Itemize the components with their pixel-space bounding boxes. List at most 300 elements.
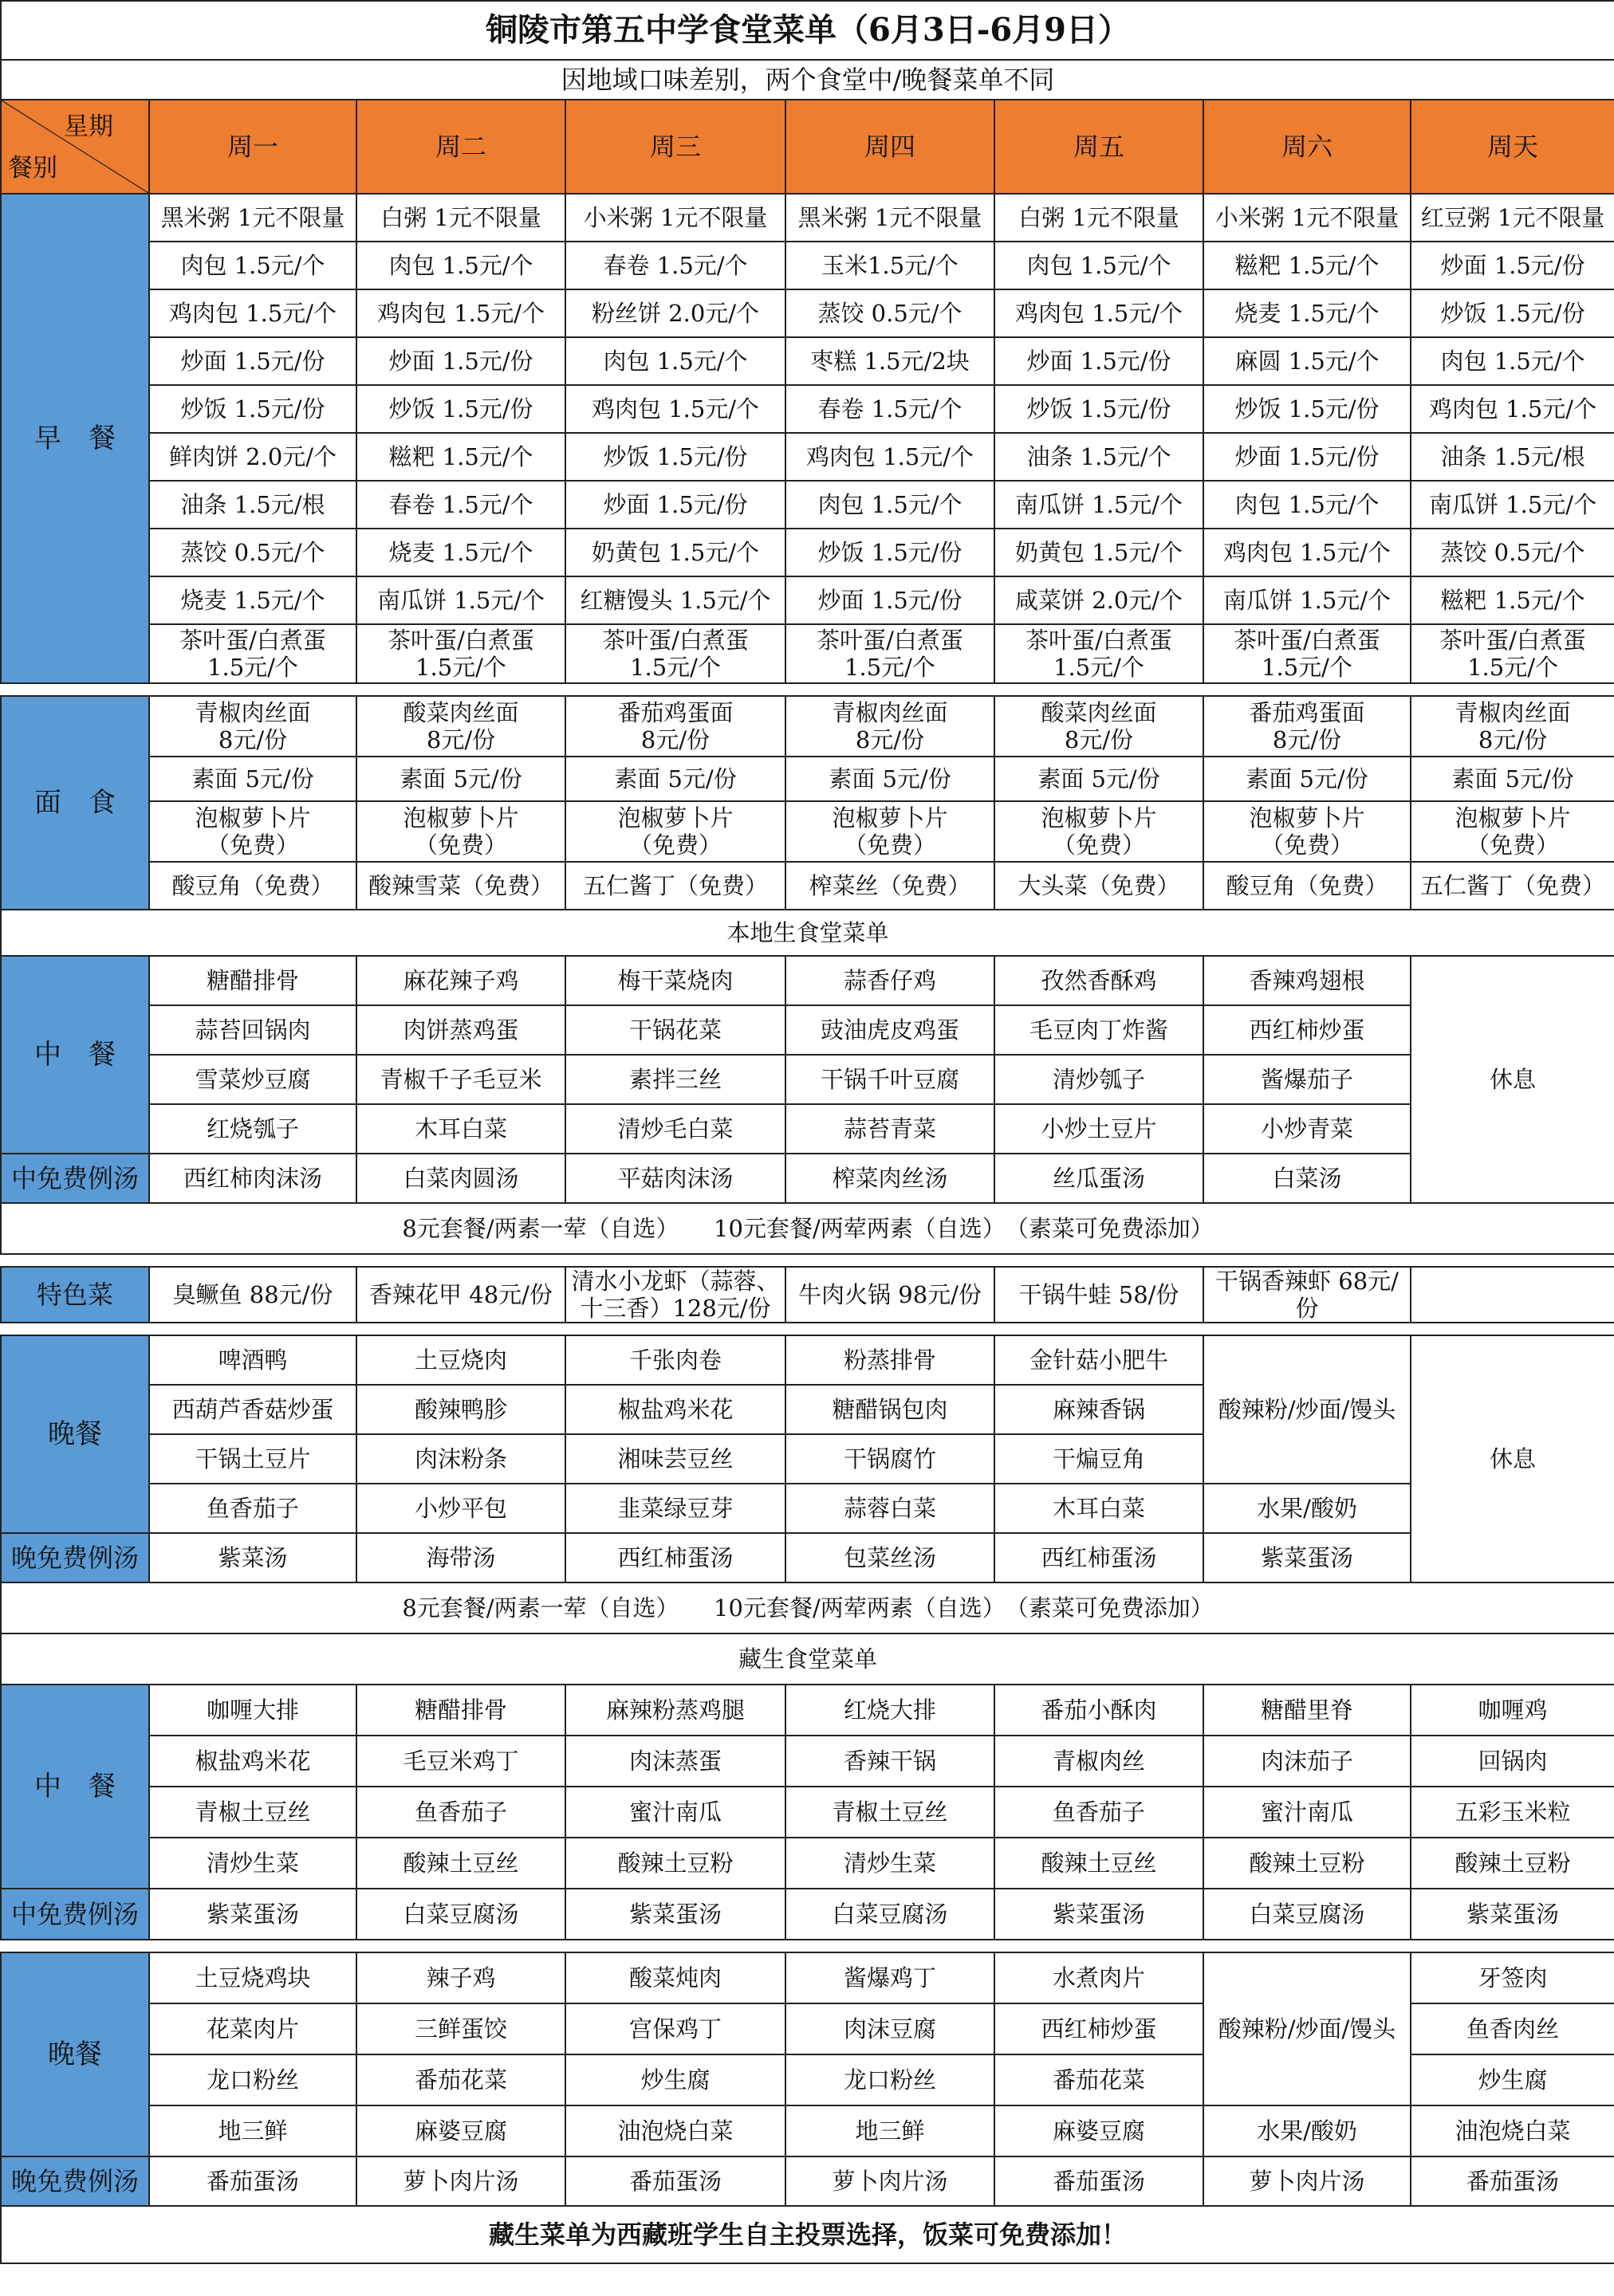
menu-cell: 肉饼蒸鸡蛋 (356, 1005, 565, 1055)
menu-cell: 小米粥 1元不限量 (565, 194, 785, 242)
menu-cell: 炒生腐 (565, 2054, 785, 2105)
menu-cell: 牙签肉 (1411, 1952, 1614, 2003)
day-header: 周六 (1203, 100, 1411, 194)
menu-cell (1411, 696, 1614, 757)
menu-cell (1411, 862, 1614, 910)
menu-cell: 麻辣粉蒸鸡腿 (565, 1685, 785, 1736)
menu-cell: 水煮肉片 (994, 1952, 1203, 2003)
menu-cell: 酸辣粉/炒面/馒头 (1203, 1335, 1411, 1484)
tibet-lunch-row (1, 1838, 1614, 1889)
menu-cell (1203, 1267, 1411, 1323)
cell-text: 酸辣雪菜（免费） (368, 872, 553, 899)
breakfast-row (1, 289, 1614, 337)
cell-text: 素面 5元/份 (1246, 765, 1368, 792)
menu-cell: 平菇肉沫汤 (565, 1154, 785, 1203)
cell-text: （免费） (414, 832, 507, 859)
menu-cell: 蒸饺 0.5元/个 (149, 529, 356, 576)
menu-cell: 南瓜饼 1.5元/个 (356, 576, 565, 624)
menu-cell: 鱼香茄子 (356, 1787, 565, 1838)
menu-cell: 紫菜蛋汤 (1203, 1533, 1411, 1582)
gap-cell (1, 1940, 1614, 1952)
menu-cell (1203, 696, 1411, 757)
gap-cell (1, 1254, 1614, 1267)
menu-cell: 肉沫茄子 (1203, 1736, 1411, 1787)
menu-cell: 西红柿炒蛋 (1203, 1005, 1411, 1055)
menu-cell: 清炒毛白菜 (565, 1104, 785, 1154)
menu-cell: 白菜汤 (1203, 1154, 1411, 1203)
meal-label-dinner: 晚餐 (1, 1952, 149, 2156)
menu-cell: 鸡肉包 1.5元/个 (149, 289, 356, 337)
menu-cell (356, 1267, 565, 1323)
cell-text: 8元/份 (640, 726, 711, 753)
cell-text: 番茄鸡蛋面 (1249, 699, 1365, 726)
rest-cell: 休息 (1411, 956, 1614, 1203)
menu-cell: 糖醋锅包肉 (785, 1385, 994, 1434)
menu-cell (1411, 1267, 1614, 1323)
menu-cell: 南瓜饼 1.5元/个 (1203, 576, 1411, 624)
cell-text: 泡椒萝卜片 (617, 804, 734, 832)
menu-cell: 麻花辣子鸡 (356, 956, 565, 1005)
meal-label-dinner-soup: 晚免费例汤 (1, 1533, 149, 1582)
menu-cell: 肉包 1.5元/个 (565, 337, 785, 385)
breakfast-row (1, 385, 1614, 433)
breakfast-row (1, 194, 1614, 242)
menu-cell: 紫菜蛋汤 (1411, 1889, 1614, 1940)
cell-text: 番茄鸡蛋面 (617, 699, 734, 726)
menu-cell: 枣糕 1.5元/2块 (785, 337, 994, 385)
meal-label-breakfast: 早 餐 (1, 194, 149, 683)
local-lunch-row (1, 1055, 1614, 1104)
menu-cell: 南瓜饼 1.5元/个 (1411, 481, 1614, 529)
meal-label-dinner-soup: 晚免费例汤 (1, 2156, 149, 2206)
noodle-row (1, 696, 1614, 757)
tibet-dinner-soup-row (1, 2156, 1614, 2206)
menu-cell (149, 801, 356, 862)
menu-cell: 酸辣粉/炒面/馒头 (1203, 1952, 1411, 2105)
menu-cell (149, 696, 356, 757)
tibet-dinner-row (1, 1952, 1614, 2003)
menu-cell: 青椒土豆丝 (149, 1787, 356, 1838)
menu-cell: 肉包 1.5元/个 (1411, 337, 1614, 385)
page-title: 铜陵市第五中学食堂菜单（6月3日-6月9日） (1, 1, 1614, 60)
day-header: 周天 (1411, 100, 1614, 194)
menu-cell (1203, 624, 1411, 683)
menu-cell: 紫菜蛋汤 (565, 1889, 785, 1940)
local-lunch-row (1, 1104, 1614, 1154)
menu-cell: 蒸饺 0.5元/个 (1411, 529, 1614, 576)
menu-cell: 炒饭 1.5元/份 (356, 385, 565, 433)
cell-text: 青椒肉丝面 (832, 699, 948, 726)
menu-cell: 毛豆肉丁炸酱 (994, 1005, 1203, 1055)
menu-cell: 油条 1.5元/根 (1411, 433, 1614, 481)
menu-cell: 春卷 1.5元/个 (356, 481, 565, 529)
menu-cell: 红烧大排 (785, 1685, 994, 1736)
cell-text: 素面 5元/份 (614, 765, 737, 792)
menu-cell: 青椒千子毛豆米 (356, 1055, 565, 1104)
menu-cell: 木耳白菜 (356, 1104, 565, 1154)
menu-cell: 清炒生菜 (149, 1838, 356, 1889)
menu-cell (994, 624, 1203, 683)
menu-cell: 椒盐鸡米花 (565, 1385, 785, 1434)
cell-text: 8元/份 (1064, 726, 1134, 753)
section-title-tibet: 藏生食堂菜单 (1, 1634, 1614, 1685)
corner-week-label: 星期 (64, 112, 113, 141)
menu-cell (1203, 801, 1411, 862)
breakfast-row (1, 337, 1614, 385)
cell-text: 酸豆角（免费） (171, 872, 334, 899)
menu-cell: 白粥 1元不限量 (356, 194, 565, 242)
cell-text: 素面 5元/份 (1451, 765, 1574, 792)
menu-cell (785, 696, 994, 757)
menu-cell: 白菜豆腐汤 (356, 1889, 565, 1940)
local-dinner-soup-row (1, 1533, 1614, 1582)
cell-text: 素面 5元/份 (1037, 765, 1160, 792)
menu-cell (1203, 862, 1411, 910)
menu-cell: 番茄蛋汤 (994, 2156, 1203, 2206)
menu-cell: 榨菜肉丝汤 (785, 1154, 994, 1203)
cell-text: 青椒肉丝面 (1455, 699, 1571, 726)
tibet-lunch-soup-row (1, 1889, 1614, 1940)
breakfast-egg-row (1, 624, 1614, 683)
tibet-dinner-row (1, 2105, 1614, 2156)
gap-row (1, 683, 1614, 696)
menu-cell (149, 757, 356, 801)
cell-text: 泡椒萝卜片 (1041, 804, 1157, 832)
menu-cell (785, 624, 994, 683)
cell-text: （免费） (843, 832, 936, 859)
noodle-row (1, 801, 1614, 862)
breakfast-row (1, 529, 1614, 576)
menu-cell: 素拌三丝 (565, 1055, 785, 1104)
menu-cell: 龙口粉丝 (785, 2054, 994, 2105)
local-dinner-row (1, 1335, 1614, 1385)
meal-label-lunch: 中 餐 (1, 1685, 149, 1889)
cell-text: 干锅牛蛙 58/份 (1018, 1281, 1179, 1308)
cell-text: 1.5元/个 (415, 654, 506, 681)
menu-cell: 奶黄包 1.5元/个 (994, 529, 1203, 576)
menu-cell: 黑米粥 1元不限量 (785, 194, 994, 242)
menu-cell (785, 801, 994, 862)
menu-cell: 地三鲜 (149, 2105, 356, 2156)
gap-cell (1, 683, 1614, 696)
set-meal-note: 8元套餐/两素一荤（自选） 10元套餐/两荤两素（自选） （素菜可免费添加） (1, 1582, 1614, 1634)
menu-cell: 南瓜饼 1.5元/个 (994, 481, 1203, 529)
menu-cell: 小炒平包 (356, 1484, 565, 1533)
cell-text: 茶叶蛋/白煮蛋 (388, 627, 534, 654)
menu-cell: 油条 1.5元/根 (149, 481, 356, 529)
day-header: 周四 (785, 100, 994, 194)
menu-cell: 炒饭 1.5元/份 (149, 385, 356, 433)
menu-cell: 炒饭 1.5元/份 (994, 385, 1203, 433)
cell-text: 干锅香辣虾 68元/ (1215, 1268, 1399, 1295)
section-row (1, 910, 1614, 956)
menu-cell: 番茄蛋汤 (565, 2156, 785, 2206)
menu-cell: 水果/酸奶 (1203, 1484, 1411, 1533)
cell-text: 泡椒萝卜片 (195, 804, 311, 832)
menu-cell: 蜜汁南瓜 (565, 1787, 785, 1838)
local-lunch-row (1, 1005, 1614, 1055)
menu-cell: 烧麦 1.5元/个 (149, 576, 356, 624)
menu-cell (356, 696, 565, 757)
breakfast-row (1, 481, 1614, 529)
cell-text: 榨菜丝（免费） (809, 872, 971, 899)
menu-cell: 花菜肉片 (149, 2003, 356, 2054)
menu-cell: 鸡肉包 1.5元/个 (1411, 385, 1614, 433)
local-dinner-row (1, 1484, 1614, 1533)
cell-text: 茶叶蛋/白煮蛋 (602, 627, 749, 654)
menu-cell: 油条 1.5元/个 (994, 433, 1203, 481)
note-row (1, 1203, 1614, 1254)
cell-text: 香辣花甲 48元/份 (369, 1281, 553, 1308)
menu-cell: 海带汤 (356, 1533, 565, 1582)
cell-text: 8元/份 (218, 726, 288, 753)
menu-cell: 麻婆豆腐 (994, 2105, 1203, 2156)
menu-cell: 鸡肉包 1.5元/个 (785, 433, 994, 481)
menu-cell: 肉包 1.5元/个 (994, 242, 1203, 289)
menu-cell (356, 801, 565, 862)
menu-cell: 黑米粥 1元不限量 (149, 194, 356, 242)
menu-cell (565, 757, 785, 801)
menu-cell: 鱼香茄子 (149, 1484, 356, 1533)
menu-cell (785, 862, 994, 910)
menu-cell: 酸辣土豆丝 (994, 1838, 1203, 1889)
footer-note: 藏生菜单为西藏班学生自主投票选择，饭菜可免费添加！ (1, 2206, 1614, 2263)
menu-cell: 糍粑 1.5元/个 (1411, 576, 1614, 624)
cell-text: 酸菜肉丝面 (1041, 699, 1157, 726)
menu-cell: 炒面 1.5元/份 (565, 481, 785, 529)
menu-cell: 干锅花菜 (565, 1005, 785, 1055)
cell-text: 茶叶蛋/白煮蛋 (179, 627, 326, 654)
tibet-lunch-row (1, 1685, 1614, 1736)
menu-cell (149, 624, 356, 683)
cell-text: 素面 5元/份 (829, 765, 951, 792)
menu-cell: 丝瓜蛋汤 (994, 1154, 1203, 1203)
menu-cell: 玉米1.5元/个 (785, 242, 994, 289)
cell-text: 1.5元/个 (1053, 654, 1144, 681)
tibet-lunch-row (1, 1787, 1614, 1838)
noodle-row (1, 757, 1614, 801)
menu-cell (1411, 801, 1614, 862)
menu-cell (356, 862, 565, 910)
menu-cell: 炒面 1.5元/份 (1203, 433, 1411, 481)
meal-label-dinner: 晚餐 (1, 1335, 149, 1533)
breakfast-row (1, 576, 1614, 624)
meal-label-special: 特色菜 (1, 1267, 149, 1323)
cell-text: 酸豆角（免费） (1226, 872, 1388, 899)
menu-cell: 糖醋排骨 (149, 956, 356, 1005)
menu-cell: 酸辣土豆粉 (1411, 1838, 1614, 1889)
menu-cell: 油泡烧白菜 (1411, 2105, 1614, 2156)
menu-cell (565, 624, 785, 683)
menu-cell: 麻圆 1.5元/个 (1203, 337, 1411, 385)
menu-cell: 干煸豆角 (994, 1434, 1203, 1484)
cell-text: 泡椒萝卜片 (1249, 804, 1365, 832)
cell-text: 1.5元/个 (630, 654, 721, 681)
menu-cell: 红糖馒头 1.5元/个 (565, 576, 785, 624)
menu-cell: 小米粥 1元不限量 (1203, 194, 1411, 242)
cell-text: 8元/份 (426, 726, 496, 753)
menu-cell: 鸡肉包 1.5元/个 (1203, 529, 1411, 576)
menu-cell: 萝卜肉片汤 (1203, 2156, 1411, 2206)
menu-cell: 清炒生菜 (785, 1838, 994, 1889)
menu-cell: 白菜豆腐汤 (1203, 1889, 1411, 1940)
menu-cell: 番茄小酥肉 (994, 1685, 1203, 1736)
menu-cell (356, 624, 565, 683)
menu-cell: 酸辣土豆丝 (356, 1838, 565, 1889)
cell-text: 五仁酱丁（免费） (1420, 872, 1606, 899)
menu-cell: 炒面 1.5元/份 (994, 337, 1203, 385)
menu-cell: 炒饭 1.5元/份 (785, 529, 994, 576)
menu-cell: 酸辣鸭胗 (356, 1385, 565, 1434)
menu-cell: 清炒瓠子 (994, 1055, 1203, 1104)
menu-cell: 梅干菜烧肉 (565, 956, 785, 1005)
cell-text: 牛肉火锅 98元/份 (798, 1281, 982, 1308)
cell-text: 8元/份 (855, 726, 925, 753)
menu-cell: 麻辣香锅 (994, 1385, 1203, 1434)
cell-text: 茶叶蛋/白煮蛋 (1025, 627, 1172, 654)
menu-cell: 咖喱鸡 (1411, 1685, 1614, 1736)
menu-cell: 紫菜蛋汤 (994, 1889, 1203, 1940)
menu-cell: 炒面 1.5元/份 (149, 337, 356, 385)
menu-cell: 辣子鸡 (356, 1952, 565, 2003)
menu-cell: 西葫芦香菇炒蛋 (149, 1385, 356, 1434)
menu-cell: 番茄蛋汤 (149, 2156, 356, 2206)
menu-cell: 湘味芸豆丝 (565, 1434, 785, 1484)
menu-cell (994, 862, 1203, 910)
menu-cell: 粉丝饼 2.0元/个 (565, 289, 785, 337)
page-subtitle: 因地域口味差别，两个食堂中/晚餐菜单不同 (1, 60, 1614, 100)
menu-cell: 炒饭 1.5元/份 (565, 433, 785, 481)
menu-cell: 鸡肉包 1.5元/个 (565, 385, 785, 433)
cell-text: 茶叶蛋/白煮蛋 (1439, 627, 1586, 654)
menu-cell: 番茄蛋汤 (1411, 2156, 1614, 2206)
cell-text: （免费） (206, 832, 299, 859)
menu-cell (1203, 757, 1411, 801)
menu-cell: 炒饭 1.5元/份 (1203, 385, 1411, 433)
menu-cell: 干锅土豆片 (149, 1434, 356, 1484)
cell-text: 茶叶蛋/白煮蛋 (817, 627, 963, 654)
menu-cell: 回锅肉 (1411, 1736, 1614, 1787)
breakfast-row (1, 433, 1614, 481)
menu-cell: 番茄花菜 (356, 2054, 565, 2105)
cell-text: （免费） (1052, 832, 1145, 859)
menu-cell: 糖醋排骨 (356, 1685, 565, 1736)
rest-cell: 休息 (1411, 1335, 1614, 1582)
menu-cell: 春卷 1.5元/个 (565, 242, 785, 289)
menu-cell: 奶黄包 1.5元/个 (565, 529, 785, 576)
menu-cell (565, 1267, 785, 1323)
menu-cell: 小炒土豆片 (994, 1104, 1203, 1154)
menu-cell: 椒盐鸡米花 (149, 1736, 356, 1787)
menu-cell: 土豆烧肉 (356, 1335, 565, 1385)
menu-cell: 蒸饺 0.5元/个 (785, 289, 994, 337)
menu-cell: 糖醋里脊 (1203, 1685, 1411, 1736)
menu-cell: 肉沫粉条 (356, 1434, 565, 1484)
menu-cell (356, 757, 565, 801)
gap-row (1, 1323, 1614, 1335)
menu-cell: 肉包 1.5元/个 (356, 242, 565, 289)
menu-cell: 番茄花菜 (994, 2054, 1203, 2105)
menu-cell: 炒面 1.5元/份 (1411, 242, 1614, 289)
menu-cell: 蒜苔青菜 (785, 1104, 994, 1154)
menu-cell: 毛豆米鸡丁 (356, 1736, 565, 1787)
menu-cell (1411, 757, 1614, 801)
menu-cell: 土豆烧鸡块 (149, 1952, 356, 2003)
menu-cell: 肉包 1.5元/个 (1203, 481, 1411, 529)
cell-text: 大头菜（免费） (1018, 872, 1180, 899)
section-row (1, 1634, 1614, 1685)
menu-cell: 干锅腐竹 (785, 1434, 994, 1484)
menu-cell (994, 1267, 1203, 1323)
local-lunch-soup-row (1, 1154, 1614, 1203)
meal-label-lunch: 中 餐 (1, 956, 149, 1154)
cell-text: 酸菜肉丝面 (403, 699, 519, 726)
menu-cell (994, 757, 1203, 801)
menu-cell: 萝卜肉片汤 (356, 2156, 565, 2206)
menu-cell (565, 801, 785, 862)
menu-cell: 蒜香仔鸡 (785, 956, 994, 1005)
menu-cell: 鱼香茄子 (994, 1787, 1203, 1838)
cell-text: 泡椒萝卜片 (1455, 804, 1571, 832)
menu-cell: 白菜肉圆汤 (356, 1154, 565, 1203)
special-row (1, 1267, 1614, 1323)
menu-cell: 地三鲜 (785, 2105, 994, 2156)
menu-cell: 木耳白菜 (994, 1484, 1203, 1533)
menu-cell: 五彩玉米粒 (1411, 1787, 1614, 1838)
menu-cell (994, 696, 1203, 757)
section-title-local: 本地生食堂菜单 (1, 910, 1614, 956)
cell-text: 1.5元/个 (844, 654, 935, 681)
menu-cell: 香辣干锅 (785, 1736, 994, 1787)
menu-cell: 烧麦 1.5元/个 (1203, 289, 1411, 337)
menu-cell: 千张肉卷 (565, 1335, 785, 1385)
menu-cell: 青椒肉丝 (994, 1736, 1203, 1787)
menu-cell: 糍粑 1.5元/个 (1203, 242, 1411, 289)
menu-cell (149, 862, 356, 910)
menu-cell: 酱爆茄子 (1203, 1055, 1411, 1104)
set-meal-note: 8元套餐/两素一荤（自选） 10元套餐/两荤两素（自选） （素菜可免费添加） (1, 1203, 1614, 1254)
menu-cell: 包菜丝汤 (785, 1533, 994, 1582)
menu-cell: 韭菜绿豆芽 (565, 1484, 785, 1533)
note-row (1, 1582, 1614, 1634)
menu-cell: 香辣鸡翅根 (1203, 956, 1411, 1005)
menu-cell: 西红柿肉沫汤 (149, 1154, 356, 1203)
menu-cell: 春卷 1.5元/个 (785, 385, 994, 433)
menu-cell: 肉沫豆腐 (785, 2003, 994, 2054)
menu-cell: 粉蒸排骨 (785, 1335, 994, 1385)
cell-text: 清水小龙虾（蒜蓉、 (571, 1268, 780, 1295)
meal-label-lunch-soup: 中免费例汤 (1, 1154, 149, 1203)
menu-cell: 紫菜汤 (149, 1533, 356, 1582)
menu-cell: 鲜肉饼 2.0元/个 (149, 433, 356, 481)
menu-cell: 糍粑 1.5元/个 (356, 433, 565, 481)
menu-cell: 西红柿炒蛋 (994, 2003, 1203, 2054)
cell-text: 1.5元/个 (207, 654, 298, 681)
menu-cell: 炒生腐 (1411, 2054, 1614, 2105)
breakfast-row (1, 242, 1614, 289)
menu-cell: 豉油虎皮鸡蛋 (785, 1005, 994, 1055)
menu-cell: 干锅千叶豆腐 (785, 1055, 994, 1104)
menu-cell: 白菜豆腐汤 (785, 1889, 994, 1940)
menu-cell: 炒面 1.5元/份 (356, 337, 565, 385)
menu-cell: 蒜蓉白菜 (785, 1484, 994, 1533)
menu-cell: 蜜汁南瓜 (1203, 1787, 1411, 1838)
menu-cell (565, 696, 785, 757)
cell-text: 素面 5元/份 (400, 765, 522, 792)
menu-cell: 三鲜蛋饺 (356, 2003, 565, 2054)
cell-text: （免费） (1260, 832, 1353, 859)
menu-cell: 咸菜饼 2.0元/个 (994, 576, 1203, 624)
